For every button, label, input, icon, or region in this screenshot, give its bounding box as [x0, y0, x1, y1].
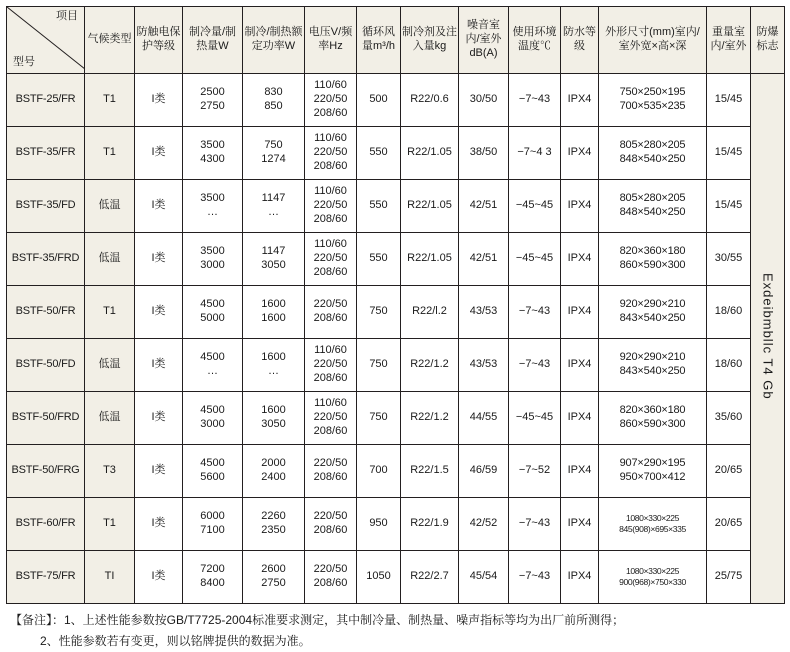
cell-climate: 低温 [85, 392, 135, 445]
cell-climate: T3 [85, 445, 135, 498]
cell-noise: 46/59 [459, 445, 509, 498]
cell-protection: I类 [135, 180, 183, 233]
cell-temperature: −7~43 [509, 74, 561, 127]
cell-weight: 18/60 [707, 286, 751, 339]
cell-refrigerant: R22/1.9 [401, 498, 459, 551]
cell-temperature: −45~45 [509, 392, 561, 445]
cell-voltage: 110/60 220/50 208/60 [305, 180, 357, 233]
cell-climate: T1 [85, 127, 135, 180]
cell-weight: 15/45 [707, 74, 751, 127]
cell-protection: I类 [135, 339, 183, 392]
cell-refrigerant: R22/2.7 [401, 551, 459, 604]
cell-waterproof: IPX4 [561, 551, 599, 604]
cell-capacity: 2500 2750 [183, 74, 243, 127]
cell-temperature: −7~52 [509, 445, 561, 498]
cell-capacity: 4500 5000 [183, 286, 243, 339]
cell-refrigerant: R22/1.05 [401, 180, 459, 233]
cell-power: 2260 2350 [243, 498, 305, 551]
cell-airflow: 750 [357, 392, 401, 445]
cell-temperature: −7~43 [509, 498, 561, 551]
cell-capacity: 3500 4300 [183, 127, 243, 180]
cell-airflow: 750 [357, 286, 401, 339]
header-weight: 重量室内/室外 [707, 7, 751, 74]
cell-dimensions: 820×360×180 860×590×300 [599, 233, 707, 286]
cell-temperature: −7~43 [509, 339, 561, 392]
cell-refrigerant: R22/l.2 [401, 286, 459, 339]
cell-airflow: 750 [357, 339, 401, 392]
cell-weight: 20/65 [707, 498, 751, 551]
cell-waterproof: IPX4 [561, 180, 599, 233]
table-header [7, 7, 785, 74]
cell-protection: I类 [135, 445, 183, 498]
cell-model: BSTF-75/FR [7, 551, 85, 604]
cell-model: BSTF-35/FR [7, 127, 85, 180]
notes-block [6, 610, 784, 652]
cell-airflow: 700 [357, 445, 401, 498]
cell-temperature: −45~45 [509, 233, 561, 286]
cell-voltage: 110/60 220/50 208/60 [305, 233, 357, 286]
cell-capacity: 3500 3000 [183, 233, 243, 286]
cell-weight: 30/55 [707, 233, 751, 286]
cell-weight: 35/60 [707, 392, 751, 445]
table-row [7, 498, 785, 551]
cell-waterproof: IPX4 [561, 392, 599, 445]
cell-noise: 43/53 [459, 286, 509, 339]
cell-climate: TI [85, 551, 135, 604]
specification-table [6, 6, 785, 604]
cell-capacity: 4500 … [183, 339, 243, 392]
cell-airflow: 500 [357, 74, 401, 127]
cell-weight: 25/75 [707, 551, 751, 604]
cell-voltage: 220/50 208/60 [305, 551, 357, 604]
cell-dimensions: 820×360×180 860×590×300 [599, 392, 707, 445]
cell-power: 2000 2400 [243, 445, 305, 498]
cell-temperature: −7~43 [509, 286, 561, 339]
cell-protection: I类 [135, 74, 183, 127]
header-climate-type: 气候类型 [85, 7, 135, 74]
table-row [7, 286, 785, 339]
header-voltage-frequency: 电压V/频率Hz [305, 7, 357, 74]
cell-waterproof: IPX4 [561, 339, 599, 392]
table-row [7, 339, 785, 392]
cell-dimensions: 1080×330×225 845(908)×695×335 [599, 498, 707, 551]
cell-power: 750 1274 [243, 127, 305, 180]
cell-protection: I类 [135, 286, 183, 339]
cell-airflow: 550 [357, 180, 401, 233]
cell-weight: 18/60 [707, 339, 751, 392]
cell-voltage: 110/60 220/50 208/60 [305, 392, 357, 445]
header-dimensions: 外形尺寸(mm)室内/室外宽×高×深 [599, 7, 707, 74]
cell-explosion-mark [751, 74, 785, 604]
header-airflow: 循环风量m³/h [357, 7, 401, 74]
cell-dimensions: 750×250×195 700×535×235 [599, 74, 707, 127]
cell-power: 2600 2750 [243, 551, 305, 604]
cell-waterproof: IPX4 [561, 74, 599, 127]
cell-model: BSTF-50/FR [7, 286, 85, 339]
cell-temperature: −45~45 [509, 180, 561, 233]
cell-refrigerant: R22/1.5 [401, 445, 459, 498]
header-shock-protection: 防触电保护等级 [135, 7, 183, 74]
cell-refrigerant: R22/1.2 [401, 339, 459, 392]
table-body [7, 74, 785, 604]
cell-voltage: 110/60 220/50 208/60 [305, 74, 357, 127]
cell-climate: T1 [85, 498, 135, 551]
cell-model: BSTF-50/FRD [7, 392, 85, 445]
cell-power: 1600 … [243, 339, 305, 392]
cell-protection: I类 [135, 551, 183, 604]
cell-noise: 42/51 [459, 180, 509, 233]
cell-capacity: 7200 8400 [183, 551, 243, 604]
cell-dimensions: 805×280×205 848×540×250 [599, 180, 707, 233]
cell-model: BSTF-35/FD [7, 180, 85, 233]
cell-refrigerant: R22/0.6 [401, 74, 459, 127]
cell-protection: I类 [135, 392, 183, 445]
cell-power: 1147 3050 [243, 233, 305, 286]
cell-noise: 44/55 [459, 392, 509, 445]
cell-capacity: 4500 5600 [183, 445, 243, 498]
cell-dimensions: 920×290×210 843×540×250 [599, 339, 707, 392]
cell-climate: T1 [85, 74, 135, 127]
header-refrigerant: 制冷剂及注入量kg [401, 7, 459, 74]
cell-noise: 42/51 [459, 233, 509, 286]
cell-noise: 45/54 [459, 551, 509, 604]
table-row [7, 233, 785, 286]
cell-airflow: 1050 [357, 551, 401, 604]
cell-protection: I类 [135, 233, 183, 286]
table-row [7, 127, 785, 180]
cell-model: BSTF-50/FRG [7, 445, 85, 498]
cell-power: 1147 … [243, 180, 305, 233]
cell-climate: 低温 [85, 180, 135, 233]
cell-dimensions: 805×280×205 848×540×250 [599, 127, 707, 180]
cell-temperature: −7~43 [509, 551, 561, 604]
header-corner-cell [7, 7, 85, 74]
cell-waterproof: IPX4 [561, 233, 599, 286]
cell-waterproof: IPX4 [561, 498, 599, 551]
note-line-1: 【备注】：1、上述性能参数按GB/T7725-2004标准要求测定，其中制冷量、制热量、噪声指标等均为出厂前所测得； [10, 613, 625, 627]
header-rated-power: 制冷/制热额定功率W [243, 7, 305, 74]
table-row [7, 180, 785, 233]
cell-power: 830 850 [243, 74, 305, 127]
table-row [7, 445, 785, 498]
cell-dimensions: 920×290×210 843×540×250 [599, 286, 707, 339]
cell-waterproof: IPX4 [561, 127, 599, 180]
cell-capacity: 4500 3000 [183, 392, 243, 445]
cell-voltage: 110/60 220/50 208/60 [305, 127, 357, 180]
cell-temperature: −7~4 3 [509, 127, 561, 180]
cell-noise: 43/53 [459, 339, 509, 392]
cell-refrigerant: R22/1.05 [401, 233, 459, 286]
cell-weight: 20/65 [707, 445, 751, 498]
cell-model: BSTF-60/FR [7, 498, 85, 551]
cell-protection: I类 [135, 127, 183, 180]
cell-capacity: 3500 … [183, 180, 243, 233]
explosion-mark-text: Exdeibmbllc T4 Gb [760, 272, 776, 400]
header-noise: 噪音室内/室外dB(A) [459, 7, 509, 74]
header-corner-bottom-label: 型号 [13, 56, 35, 69]
header-explosion-mark: 防爆标志 [751, 7, 785, 74]
cell-protection: I类 [135, 498, 183, 551]
table-row [7, 392, 785, 445]
cell-noise: 30/50 [459, 74, 509, 127]
header-ambient-temperature: 使用环境温度℃ [509, 7, 561, 74]
cell-voltage: 220/50 208/60 [305, 498, 357, 551]
cell-dimensions: 1080×330×225 900(968)×750×330 [599, 551, 707, 604]
cell-waterproof: IPX4 [561, 445, 599, 498]
cell-power: 1600 3050 [243, 392, 305, 445]
cell-climate: 低温 [85, 233, 135, 286]
cell-weight: 15/45 [707, 127, 751, 180]
cell-model: BSTF-50/FD [7, 339, 85, 392]
cell-climate: T1 [85, 286, 135, 339]
note-line-2: 2、性能参数若有变更，则以铭牌提供的数据为准。 [40, 634, 311, 648]
cell-capacity: 6000 7100 [183, 498, 243, 551]
cell-noise: 42/52 [459, 498, 509, 551]
table-row [7, 74, 785, 127]
cell-noise: 38/50 [459, 127, 509, 180]
cell-airflow: 550 [357, 127, 401, 180]
cell-dimensions: 907×290×195 950×700×412 [599, 445, 707, 498]
cell-model: BSTF-35/FRD [7, 233, 85, 286]
cell-airflow: 950 [357, 498, 401, 551]
cell-airflow: 550 [357, 233, 401, 286]
cell-climate: 低温 [85, 339, 135, 392]
cell-model: BSTF-25/FR [7, 74, 85, 127]
header-waterproof-grade: 防水等级 [561, 7, 599, 74]
cell-weight: 15/45 [707, 180, 751, 233]
header-capacity: 制冷量/制热量W [183, 7, 243, 74]
cell-voltage: 110/60 220/50 208/60 [305, 339, 357, 392]
cell-refrigerant: R22/1.2 [401, 392, 459, 445]
header-corner-top-label: 项目 [56, 10, 78, 22]
cell-voltage: 220/50 208/60 [305, 286, 357, 339]
cell-refrigerant: R22/1.05 [401, 127, 459, 180]
cell-waterproof: IPX4 [561, 286, 599, 339]
cell-voltage: 220/50 208/60 [305, 445, 357, 498]
table-row [7, 551, 785, 604]
cell-power: 1600 1600 [243, 286, 305, 339]
